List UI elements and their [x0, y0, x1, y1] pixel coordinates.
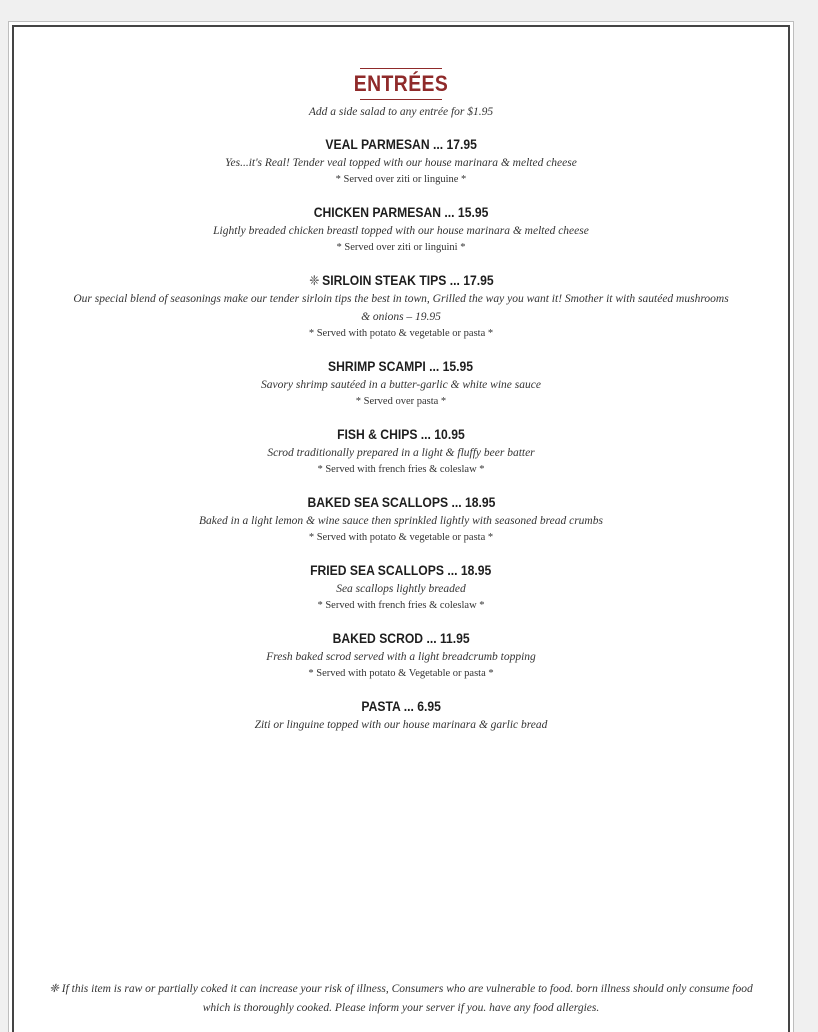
item-description: Savory shrimp sautéed in a butter-garlic & white wine sauce: [261, 379, 541, 391]
item-name: FISH & CHIPS ... 10.95: [337, 427, 465, 442]
item-description: Our special blend of seasonings make our tender sirloin tips the best in town, Grilled the way you want it! Smother it with sautéed mushrooms & onions – 19.95: [73, 293, 729, 323]
menu-subtitle: Add a side salad to any entrée for $1.95: [308, 106, 494, 118]
raw-warning-icon: ❈: [308, 273, 319, 288]
item-serving-note: * Served with french fries & coleslaw *: [317, 464, 485, 475]
menu-title: ENTRÉES: [353, 71, 449, 96]
item-serving-note: * Served over ziti or linguine *: [335, 174, 467, 185]
menu-item-fried-sea-scallops: [9, 562, 793, 614]
item-name: BAKED SCROD ... 11.95: [332, 631, 470, 646]
item-name: SIRLOIN STEAK TIPS ... 17.95: [321, 273, 494, 288]
title-bottom-rule: [360, 99, 442, 100]
menu-item-veal-parmesan: [9, 136, 793, 188]
item-name-wrapper: [309, 272, 493, 289]
menu-item-chicken-parmesan: [9, 204, 793, 256]
item-name: PASTA ... 6.95: [361, 699, 441, 714]
item-description: Sea scallops lightly breaded: [336, 583, 466, 595]
menu-item-fish-and-chips: [9, 426, 793, 478]
item-name: SHRIMP SCAMPI ... 15.95: [328, 359, 474, 374]
item-description: Fresh baked scrod served with a light breadcrumb topping: [266, 651, 536, 663]
item-name: CHICKEN PARMESAN ... 15.95: [313, 205, 489, 220]
menu-item-baked-scrod: [9, 630, 793, 682]
item-name: BAKED SEA SCALLOPS ... 18.95: [307, 495, 495, 510]
item-name: VEAL PARMESAN ... 17.95: [325, 137, 477, 152]
item-description: Lightly breaded chicken breastl topped with our house marinara & melted cheese: [213, 225, 589, 237]
menu-content: [9, 68, 793, 734]
item-serving-note: * Served with potato & vegetable or pasta *: [308, 532, 494, 543]
food-safety-disclaimer: ❈ If this item is raw or partially coked it can increase your risk of illness, Consumers who are vulnerable to food. born illness should only consume food which is thoroughly cooked. Please inform your server if you. have any food allergies.: [49, 983, 753, 1014]
item-description: Scrod traditionally prepared in a light & fluffy beer batter: [267, 447, 535, 459]
item-serving-note: * Served over ziti or linguini *: [336, 242, 466, 253]
menu-item-shrimp-scampi: [9, 358, 793, 410]
menu-item-pasta: [9, 698, 793, 734]
item-name: FRIED SEA SCALLOPS ... 18.95: [310, 563, 492, 578]
item-description: Baked in a light lemon & wine sauce then sprinkled lightly with seasoned bread crumbs: [199, 515, 603, 527]
item-description: Yes...it's Real! Tender veal topped with our house marinara & melted cheese: [225, 157, 577, 169]
item-serving-note: * Served with potato & Vegetable or pasta *: [308, 668, 494, 679]
item-serving-note: * Served over pasta *: [355, 396, 447, 407]
menu-item-sirloin-steak-tips: [9, 272, 793, 342]
menu-item-baked-sea-scallops: [9, 494, 793, 546]
item-description: Ziti or linguine topped with our house marinara & garlic bread: [254, 719, 548, 731]
item-serving-note: * Served with french fries & coleslaw *: [317, 600, 485, 611]
item-serving-note: * Served with potato & vegetable or pasta *: [308, 328, 494, 339]
menu-page: [9, 22, 793, 1032]
viewer-edge: [806, 0, 818, 1032]
